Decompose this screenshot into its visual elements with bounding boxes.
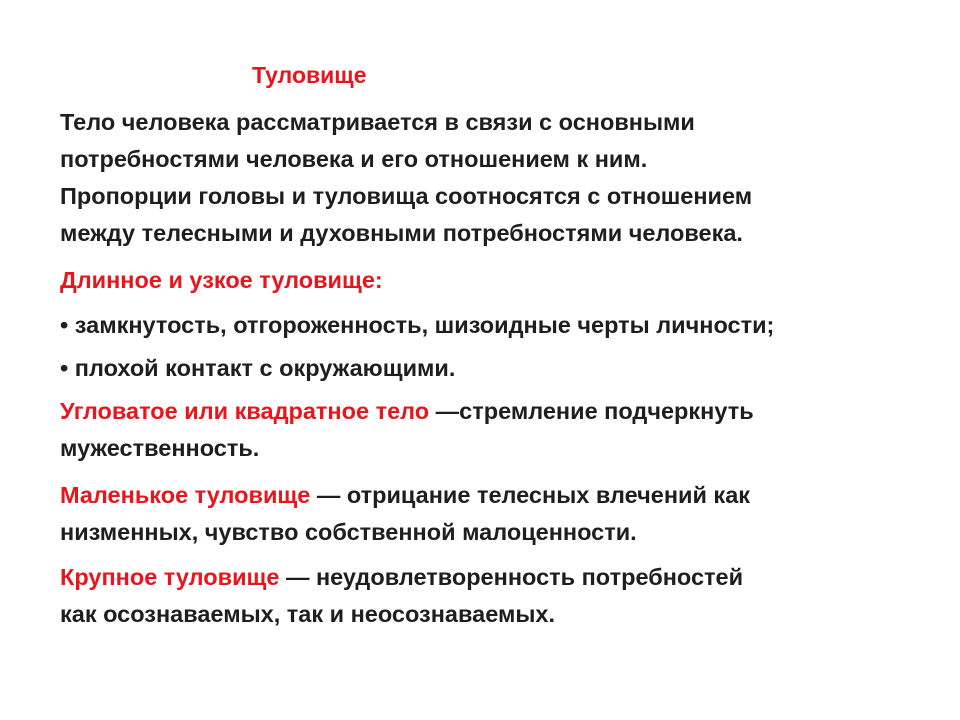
intro-line-3: Пропорции головы и туловища соотносятся с отношением — [60, 183, 753, 209]
large-torso-desc-2: как осознаваемых, так и неосознаваемых. — [60, 601, 556, 627]
angular-body-paragraph — [60, 393, 920, 467]
long-torso-heading: Длинное и узкое туловище: — [60, 267, 383, 293]
intro-line-4: между телесными и духовными потребностями человека. — [60, 220, 743, 246]
bullet-item-1: • замкнутость, отгороженность, шизоидные черты личности; — [60, 312, 775, 338]
angular-body-term: Угловатое или квадратное тело — [60, 398, 430, 424]
small-line-1 — [60, 477, 920, 514]
slide-title: Туловище — [252, 62, 367, 88]
large-torso-desc-1: — неудовлетворенность потребностей — [279, 564, 744, 590]
large-torso-term: Крупное туловище — [60, 564, 280, 590]
large-line-1 — [60, 559, 920, 596]
small-torso-term: Маленькое туловище — [60, 482, 311, 508]
angular-line-1 — [60, 393, 920, 430]
angular-body-desc-1: —стремление подчеркнуть — [429, 398, 754, 424]
small-torso-paragraph — [60, 477, 920, 551]
angular-body-desc-2: мужественность. — [60, 435, 260, 461]
small-torso-desc-1: — отрицание телесных влечений как — [310, 482, 751, 508]
bullet-item-2: • плохой контакт с окружающими. — [60, 355, 456, 381]
large-torso-paragraph — [60, 559, 920, 633]
intro-line-2: потребностями человека и его отношением к ним. — [60, 146, 648, 172]
intro-line-1: Тело человека рассматривается в связи с основными — [60, 109, 695, 135]
intro-paragraph — [60, 104, 920, 252]
small-torso-desc-2: низменных, чувство собственной малоценности. — [60, 519, 637, 545]
